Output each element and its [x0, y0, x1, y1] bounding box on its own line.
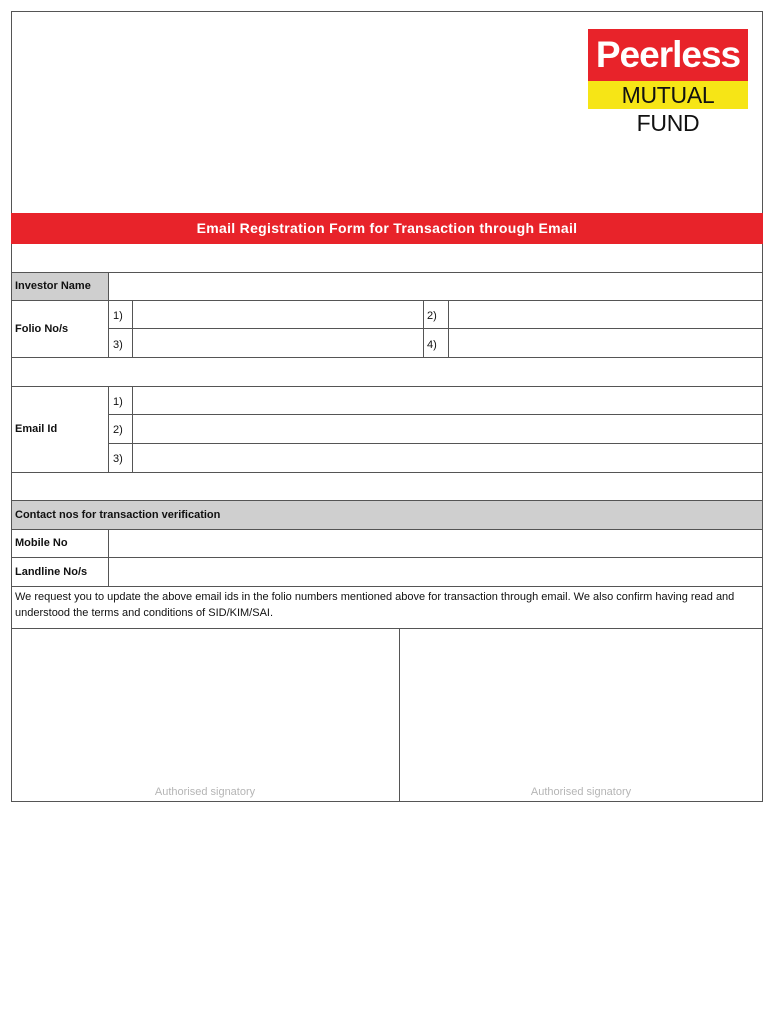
form-title: Email Registration Form for Transaction through Email — [11, 213, 763, 244]
signature-box-1[interactable] — [13, 630, 397, 800]
divider — [132, 386, 133, 472]
logo-wordmark: Peerless — [588, 29, 748, 81]
contact-heading: Contact nos for transaction verification — [15, 509, 221, 521]
email-slot-2-label: 2) — [113, 424, 123, 436]
investor-name-field[interactable] — [110, 274, 760, 299]
divider — [11, 300, 763, 301]
signature-caption-2: Authorised signatory — [530, 786, 632, 798]
divider — [11, 472, 763, 473]
divider — [399, 628, 400, 802]
logo-subtitle: MUTUAL FUND — [588, 81, 748, 109]
folio-slot-3-label: 3) — [113, 339, 123, 351]
declaration-text: We request you to update the above email ids in the folio numbers mentioned above for transaction through email. We also confirm having read and understood the terms and conditions of SID/KIM/SAI. — [15, 591, 735, 619]
folio-field-2[interactable] — [450, 302, 760, 327]
divider — [108, 443, 763, 444]
divider — [11, 386, 763, 387]
folio-slot-1-label: 1) — [113, 310, 123, 322]
investor-name-label: Investor Name — [15, 280, 91, 292]
mobile-label: Mobile No — [15, 537, 68, 549]
divider — [108, 272, 109, 301]
landline-field[interactable] — [110, 559, 760, 585]
signature-caption-1: Authorised signatory — [154, 786, 256, 798]
divider — [108, 414, 763, 415]
email-field-3[interactable] — [134, 445, 760, 471]
folio-field-4[interactable] — [450, 330, 760, 356]
divider — [11, 628, 763, 629]
landline-label: Landline No/s — [15, 566, 88, 578]
divider — [108, 386, 109, 472]
email-slot-3-label: 3) — [113, 453, 123, 465]
divider — [11, 586, 763, 587]
email-field-1[interactable] — [134, 388, 760, 413]
mobile-field[interactable] — [110, 531, 760, 556]
divider — [11, 357, 763, 358]
divider — [11, 272, 763, 273]
email-label: Email Id — [15, 423, 58, 435]
divider — [11, 557, 763, 558]
email-slot-1-label: 1) — [113, 396, 123, 408]
signature-box-2[interactable] — [401, 630, 761, 800]
folio-slot-2-label: 2) — [427, 310, 437, 322]
email-field-2[interactable] — [134, 416, 760, 442]
folio-label: Folio No/s — [15, 323, 69, 335]
folio-slot-4-label: 4) — [427, 339, 437, 351]
divider — [108, 328, 763, 329]
folio-field-3[interactable] — [134, 330, 422, 356]
divider — [11, 529, 763, 530]
folio-field-1[interactable] — [134, 302, 422, 327]
